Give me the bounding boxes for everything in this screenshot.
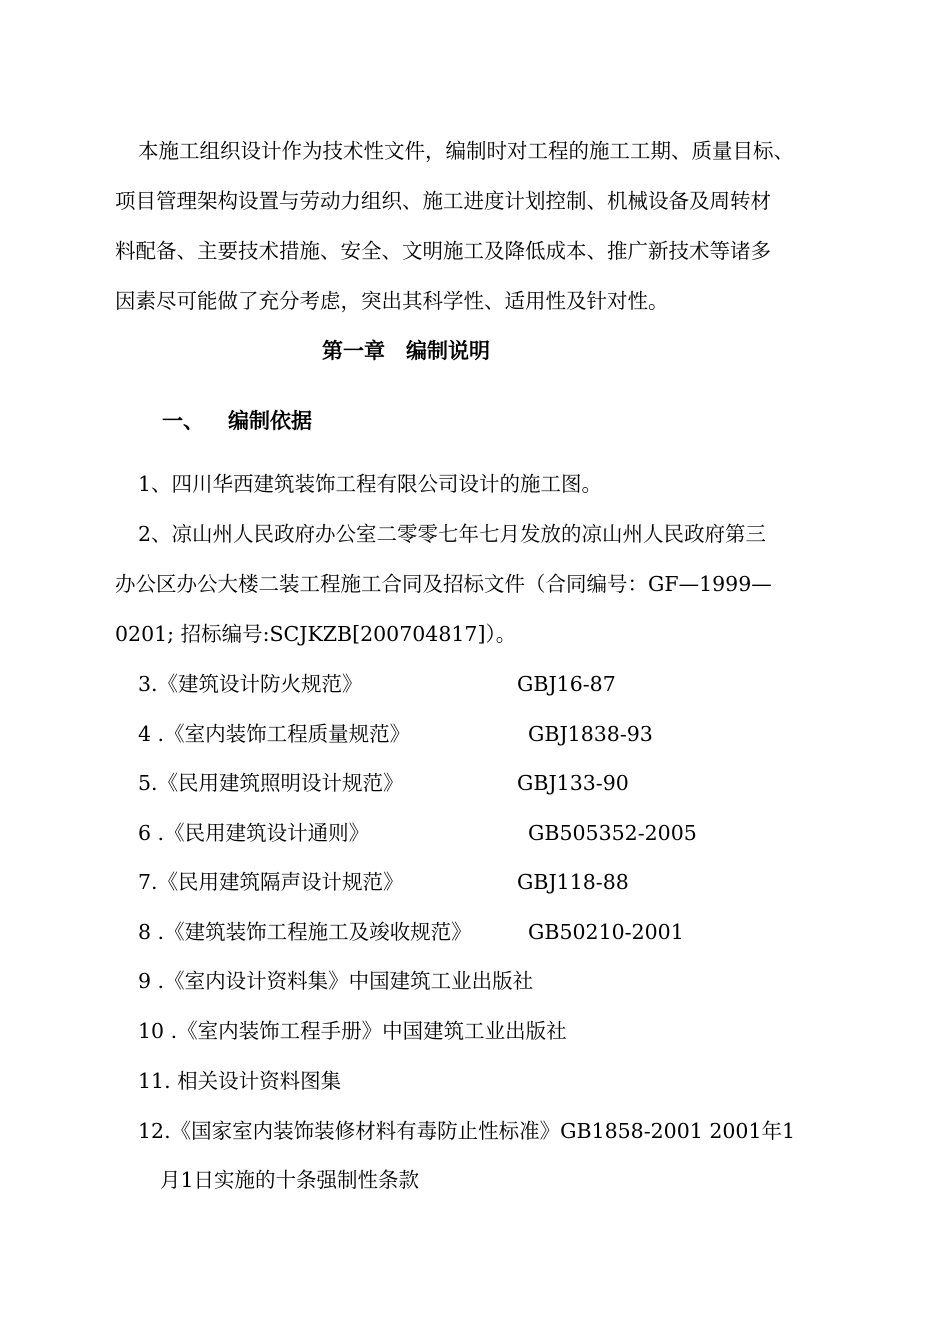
section-number: 一、 [162, 409, 204, 433]
standard-label: 6 .《民用建筑设计通则》 [138, 821, 370, 845]
standard-label: 8 .《建筑装饰工程施工及竣收规范》 [138, 920, 472, 944]
standard-label: 4 .《室内装饰工程质量规范》 [138, 722, 411, 746]
basis-item-9: 9 .《室内设计资料集》中国建筑工业出版社 [138, 969, 534, 993]
basis-item-1: 1、四川华西建筑装饰工程有限公司设计的施工图。 [138, 472, 603, 496]
standard-label: 5.《民用建筑照明设计规范》 [138, 771, 404, 795]
basis-item-2-line-1: 2、凉山州人民政府办公室二零零七年七月发放的凉山州人民政府第三 [138, 522, 767, 546]
standard-code: GBJ16-87 [517, 672, 616, 696]
basis-item-11: 11. 相关设计资料图集 [138, 1069, 342, 1093]
standard-label: 7.《民用建筑隔声设计规范》 [138, 870, 404, 894]
standard-code: GB50210-2001 [528, 920, 684, 944]
intro-line-2: 项目管理架构设置与劳动力组织、施工进度计划控制、机械设备及周转材 [115, 189, 771, 213]
standard-code: GBJ1838-93 [528, 722, 653, 746]
intro-line-3: 料配备、主要技术措施、安全、文明施工及降低成本、推广新技术等诸多 [115, 239, 771, 263]
standard-label: 3.《建筑设计防火规范》 [138, 672, 363, 696]
basis-item-2-line-3: 0201; 招标编号:SCJKZB[200704817]）。 [115, 622, 517, 646]
basis-item-12-line-2: 月1日实施的十条强制性条款 [160, 1168, 420, 1192]
chapter-title: 第一章 编制说明 [322, 339, 490, 363]
section-title: 编制依据 [228, 409, 312, 433]
basis-item-12-line-1: 12.《国家室内装饰装修材料有毒防止性标准》GB1858-2001 2001年1 [138, 1119, 796, 1143]
standard-code: GB505352-2005 [528, 821, 697, 845]
standard-code: GBJ118-88 [517, 870, 629, 894]
basis-item-10: 10 .《室内装饰工程手册》中国建筑工业出版社 [138, 1019, 567, 1043]
intro-line-1: 本施工组织设计作为技术性文件，编制时对工程的施工工期、质量目标、 [138, 139, 794, 163]
intro-line-4: 因素尽可能做了充分考虑，突出其科学性、适用性及针对性。 [115, 289, 669, 313]
standard-code: GBJ133-90 [517, 771, 629, 795]
basis-item-2-line-2: 办公区办公大楼二装工程施工合同及招标文件（合同编号：GF—1999— [115, 572, 772, 596]
